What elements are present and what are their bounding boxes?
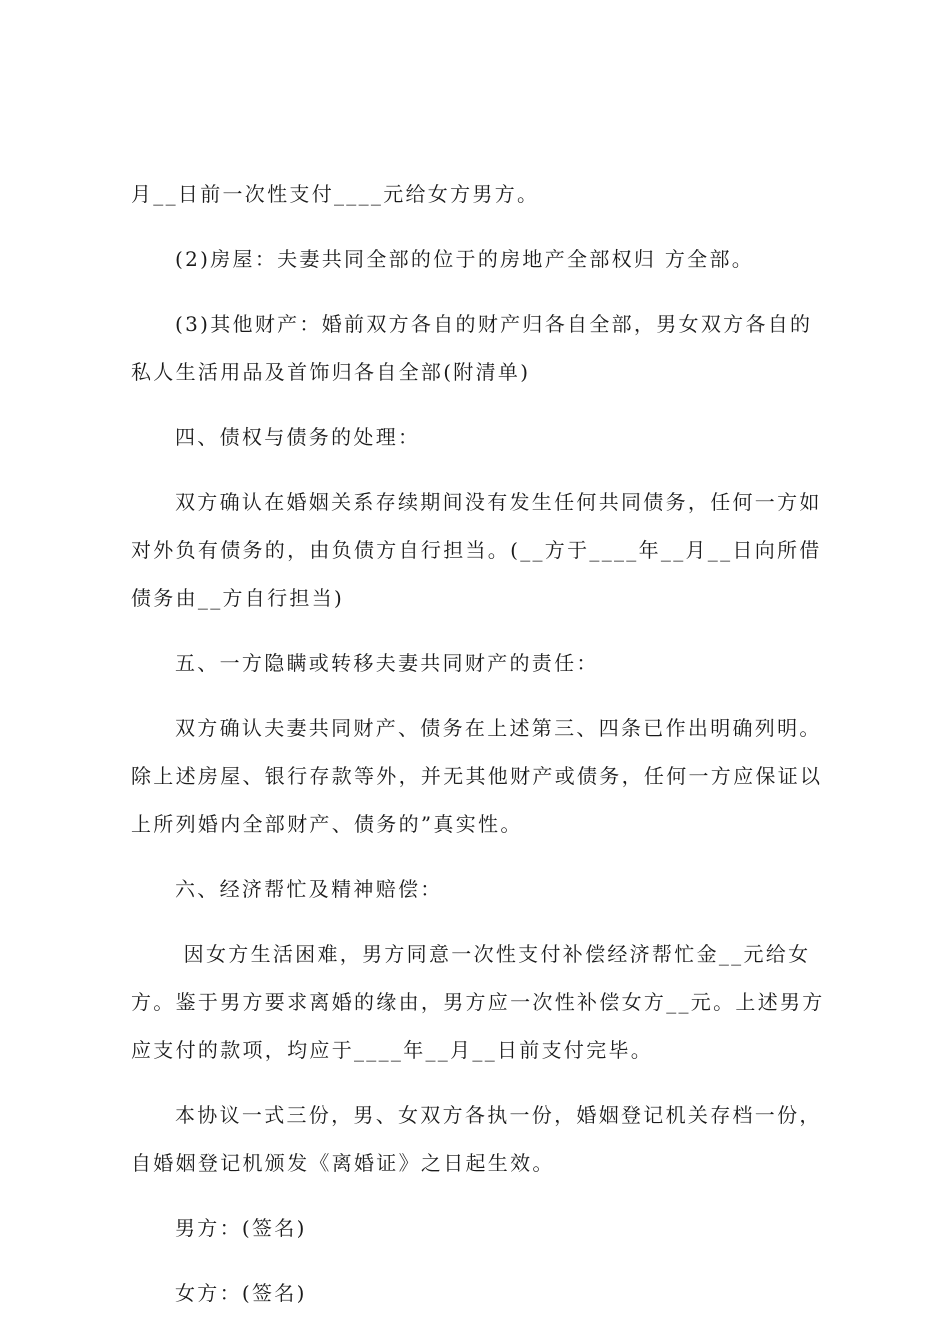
paragraph-payment-continuation: 月__日前一次性支付____元给女方男方。	[131, 182, 540, 206]
document-body	[131, 184, 831, 1334]
paragraph-house: (2)房屋：夫妻共同全部的位于的房地产全部权归 方全部。	[175, 247, 755, 271]
signature-female: 女方：(签名)	[175, 1281, 307, 1305]
paragraph-debts: 双方确认在婚姻关系存续期间没有发生任何共同债务，任何一方如对外负有债务的，由负债方自行担当。(__方于____年__月__日向所借债务由__方自行担当)	[131, 490, 822, 610]
heading-concealment: 五、一方隐瞒或转移夫妻共同财产的责任：	[175, 651, 599, 675]
heading-debts: 四、债权与债务的处理：	[175, 425, 421, 449]
paragraph-concealment: 双方确认夫妻共同财产、债务在上述第三、四条已作出明确列明。除上述房屋、银行存款等外，并无其他财产或债务，任何一方应保证以上所列婚内全部财产、债务的”真实性。	[131, 716, 823, 836]
paragraph-other-property: (3)其他财产：婚前双方各自的财产归各自全部，男女双方各自的私人生活用品及首饰归各自全部(附清单)	[131, 312, 813, 384]
paragraph-compensation: 因女方生活困难，男方同意一次性支付补偿经济帮忙金__元给女方。鉴于男方要求离婚的缘由，男方应一次性补偿女方__元。上述男方应支付的款项，均应于____年__月__日前支付完毕。	[131, 942, 825, 1062]
heading-compensation: 六、经济帮忙及精神赔偿：	[175, 877, 443, 901]
signature-male: 男方：(签名)	[175, 1216, 307, 1240]
paragraph-copies: 本协议一式三份，男、女双方各执一份，婚姻登记机关存档一份，自婚姻登记机颁发《离婚证》之日起生效。	[131, 1103, 822, 1175]
